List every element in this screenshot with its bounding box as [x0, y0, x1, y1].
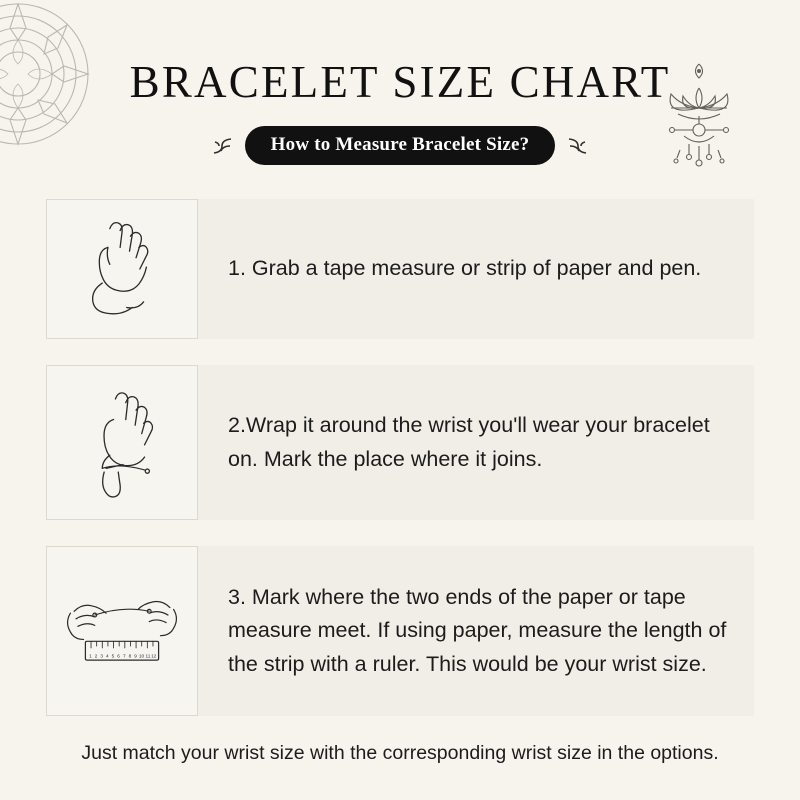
steps-list — [0, 199, 800, 716]
hand-with-tape-icon — [46, 199, 198, 339]
svg-text:3: 3 — [100, 653, 104, 659]
page-title: BRACELET SIZE CHART — [129, 57, 671, 107]
step-text: 3. Mark where the two ends of the paper or tape measure meet. If using paper, measure the length of the strip with a ruler. This would be your wrist size. — [228, 585, 727, 676]
svg-text:8: 8 — [128, 653, 132, 659]
list-item — [46, 199, 754, 339]
hand-wrapping-wrist-icon — [46, 365, 198, 520]
svg-text:1: 1 — [89, 653, 92, 659]
svg-text:2: 2 — [94, 653, 98, 659]
flourish-right-icon — [565, 133, 591, 159]
svg-text:7: 7 — [122, 653, 126, 659]
step-text: 1. Grab a tape measure or strip of paper and pen. — [228, 256, 702, 281]
svg-text:11: 11 — [145, 653, 151, 659]
svg-text:9: 9 — [134, 653, 137, 659]
footer-note: Just match your wrist size with the corresponding wrist size in the options. — [81, 742, 719, 764]
step-text: 2.Wrap it around the wrist you'll wear your bracelet on. Mark the place where it joins. — [228, 413, 710, 471]
svg-text:4: 4 — [106, 653, 109, 659]
subtitle-pill: How to Measure Bracelet Size? — [245, 126, 556, 165]
list-item — [46, 546, 754, 716]
svg-text:5: 5 — [111, 653, 115, 659]
subtitle-row — [0, 126, 800, 165]
svg-text:12: 12 — [151, 653, 157, 659]
flourish-left-icon — [209, 133, 235, 159]
svg-text:10: 10 — [138, 653, 145, 659]
list-item — [46, 365, 754, 520]
ruler-measuring-strip-icon — [46, 546, 198, 716]
svg-text:6: 6 — [117, 653, 120, 659]
